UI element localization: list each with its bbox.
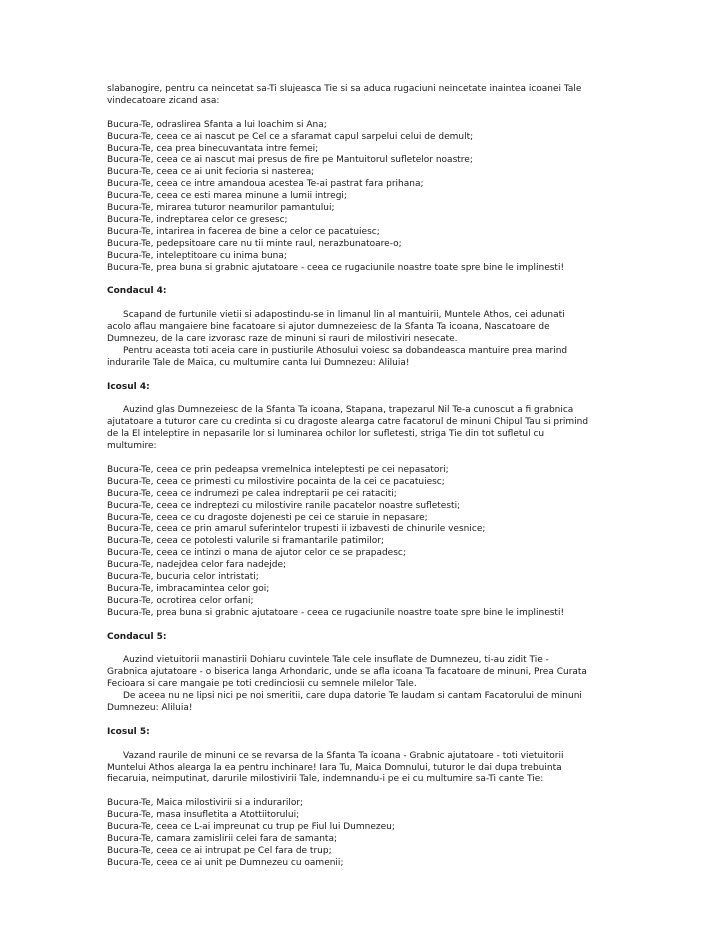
praise-line: Bucura-Te, ceea ce potolesti valurile si framantarile patimilor; [107,536,384,547]
text-line: indurarile Tale de Maica, cu multumire canta lui Dumnezeu: Aliluia! [107,357,410,368]
praise-line: Bucura-Te, cea prea binecuvantata intre femei; [107,143,319,154]
text-line: acolo aflau mangaiere bine facatoare si ajutor dumnezeiesc de la Sfanta Ta icoana, Nascatoare de [107,322,550,333]
document-page [107,84,627,870]
praise-line: Bucura-Te, ceea ce intre amandoua acestea Te-ai pastrat fara prihana; [107,179,424,190]
praise-line: Bucura-Te, odraslirea Sfanta a lui Ioachim si Ana; [107,119,327,130]
praise-line: Bucura-Te, ceea ce ai unit fecioria si nasterea; [107,167,315,178]
intro-paragraph [107,84,627,108]
icos4-praise-list [107,465,627,620]
praise-line: Bucura-Te, ceea ce L-ai impreunat cu trup pe Fiul lui Dumnezeu; [107,822,395,833]
text-line: Grabnica ajutatoare - o biserica langa Arhondaric, unde se afla icoana Ta facatoare de minuni, Prea Curata [107,667,587,678]
praise-line: Bucura-Te, mirarea tuturor neamurilor pamantului; [107,203,335,214]
text-line: Dumnezeu, de la care izvorasc raze de minuni si rauri de milostiviri nesecate. [107,333,458,344]
text-line: Dumnezeu: Aliluia! [107,703,193,713]
praise-line: Bucura-Te, camara zamislirii celei fara de samanta; [107,833,337,844]
text-line: Auzind glas Dumnezeiesc de la Sfanta Ta icoana, Stapana, trapezarul Nil Te-a cunoscut a fi grabnica [123,405,574,416]
text-line: Muntelui Athos alearga la ea pentru inchinare! Iara Tu, Maica Domnului, tuturor le dai dupa trebuinta [107,762,562,773]
section-heading-icos-4: Icosul 4: [107,381,150,392]
praise-line: Bucura-Te, ceea ce ai nascut mai presus de fire pe Mantuitorul sufletelor noastre; [107,155,473,166]
praise-line: Bucura-Te, ceea ce esti marea minune a lumii intregi; [107,191,347,202]
text-line: De aceea nu ne lipsi nici pe noi smeritii, care dupa datorie Te laudam si cantam Facatorului de minuni [123,691,582,702]
praise-line: Bucura-Te, indreptarea celor ce gresesc; [107,214,288,225]
text-line: fiecaruia, neimputinat, darurile milostivirii Tale, indemnandu-i pe ei cu multumire sa-Ti cante Tie: [107,774,544,785]
icos5-paragraph [107,751,627,787]
text-line: Auzind vietuitorii manastirii Dohiaru cuvintele Tale cele insuflate de Dumnezeu, ti-au zidit Tie - [123,655,549,666]
icos4-paragraph [107,405,627,453]
praise-line: Bucura-Te, prea buna si grabnic ajutatoare - ceea ce rugaciunile noastre toate spre bine le implinesti! [107,262,565,273]
praise-line: Bucura-Te, ceea ce indrumezi pe calea indreptarii pe cei rataciti; [107,488,397,499]
text-line: slabanogire, pentru ca neincetat sa-Ti slujeasca Tie si sa aduca rugaciuni neincetate inaintea icoanei Tale [107,84,582,94]
text-line: Scapand de furtunile vietii si adapostindu-se in limanul lin al mantuirii, Muntele Athos, cei adunati [123,310,565,321]
text-line: de la El inteleptire in nepasarile lor si luminarea ochilor lor sufletesti, striga Tie din tot sufletul cu [107,429,545,440]
praise-line: Bucura-Te, imbracamintea celor goi; [107,583,270,594]
text-line: Vazand raurile de minuni ce se revarsa de la Sfanta Ta icoana - Grabnic ajutatoare - toti vietuitorii [123,750,564,761]
praise-line: Bucura-Te, ceea ce cu dragoste dojenesti pe cei ce staruie in nepasare; [107,512,428,523]
praise-line: Bucura-Te, ceea ce ai unit pe Dumnezeu cu oamenii; [107,857,344,868]
section-heading-condac-5: Condacul 5: [107,631,167,642]
praise-line: Bucura-Te, masa insufletita a Atottiitorului; [107,810,300,821]
praise-line: Bucura-Te, ceea ce ai nascut pe Cel ce a sfaramat capul sarpelui celui de demult; [107,131,474,142]
praise-line: Bucura-Te, ceea ce primesti cu milostivire pocainta de la cei ce pacatuiesc; [107,476,445,487]
praise-line: Bucura-Te, ceea ce prin amarul suferintelor trupesti ii izbavesti de chinurile vesnice; [107,524,486,535]
praise-line: Bucura-Te, Maica milostivirii si a indurarilor; [107,798,304,809]
praise-line: Bucura-Te, pedepsitoare care nu tii minte raul, nerazbunatoare-o; [107,238,402,249]
praise-line: Bucura-Te, prea buna si grabnic ajutatoare - ceea ce rugaciunile noastre toate spre bine le implinesti! [107,607,565,618]
praise-line: Bucura-Te, ceea ce intinzi o mana de ajutor celor ce se prapadesc; [107,548,406,559]
praise-line: Bucura-Te, ceea ce indreptezi cu milostivire ranile pacatelor noastre sufletesti; [107,500,461,511]
section-heading-icos-5: Icosul 5: [107,726,150,737]
praise-line: Bucura-Te, ocrotirea celor orfani; [107,595,254,606]
condac5-paragraph [107,655,627,715]
condac4-paragraph [107,310,627,370]
text-line: ajutatoare a tuturor care cu credinta si cu dragoste alearga catre facatorul de minuni Chipul Tau si primind [107,417,589,428]
icos3-praise-list [107,120,627,275]
praise-line: Bucura-Te, ceea ce prin pedeapsa vremelnica inteleptesti pe cei nepasatori; [107,464,449,475]
text-line: multumire: [107,441,157,452]
praise-line: Bucura-Te, inteleptitoare cu inima buna; [107,250,287,261]
praise-line: Bucura-Te, ceea ce ai intrupat pe Cel fara de trup; [107,845,332,856]
section-heading-condac-4: Condacul 4: [107,286,167,297]
praise-line: Bucura-Te, bucuria celor intristati; [107,572,259,583]
text-line: vindecatoare zicand asa: [107,95,220,106]
text-line: Fecioara si care mangaie pe toti credinciosii cu semnele milelor Tale. [107,679,417,690]
text-line: Pentru aceasta toti aceia care in pustiurile Athosului voiesc sa dobandeasca mantuire prea marind [123,345,568,356]
praise-line: Bucura-Te, intarirea in facerea de bine a celor ce pacatuiesc; [107,226,380,237]
icos5-praise-list [107,798,627,869]
praise-line: Bucura-Te, nadejdea celor fara nadejde; [107,560,287,571]
